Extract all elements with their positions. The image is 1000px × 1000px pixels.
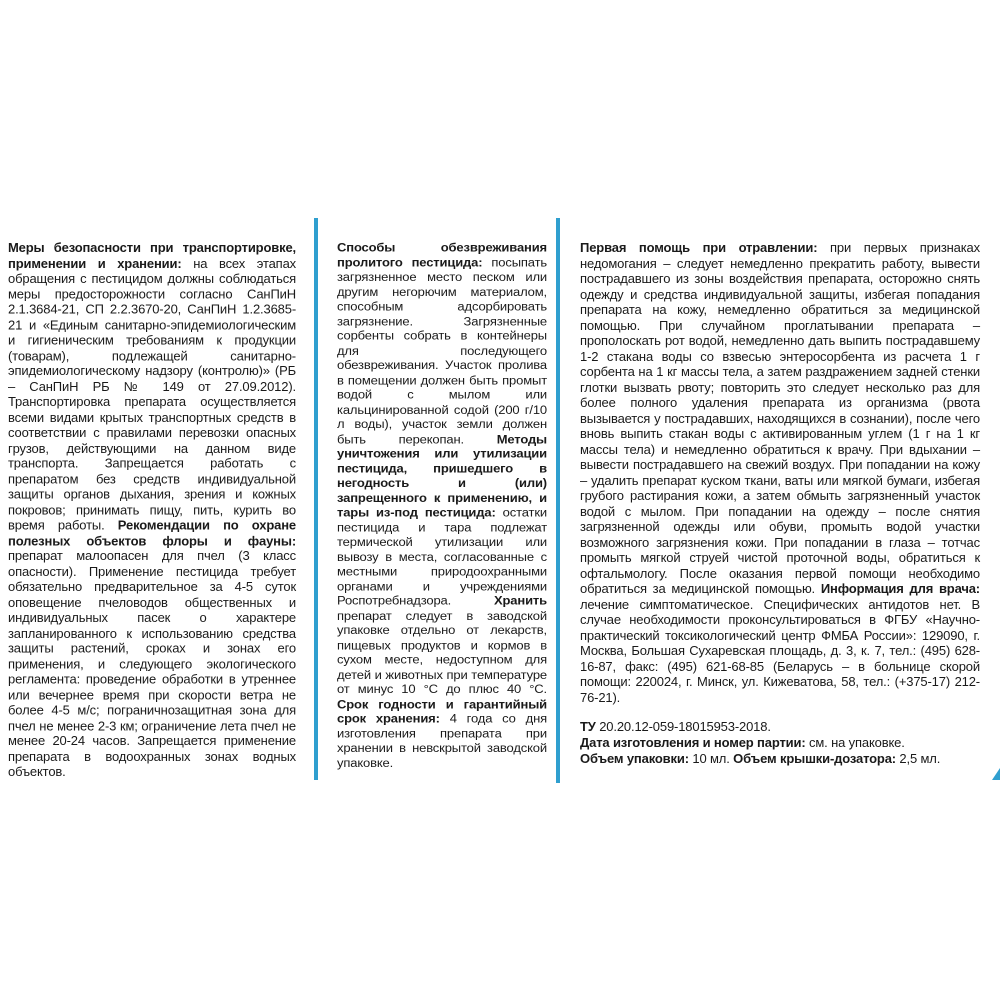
column-first-aid xyxy=(580,240,980,767)
cap-volume-value: 2,5 мл. xyxy=(895,751,941,766)
spec-value: 20.20.12-059-18015953-2018. xyxy=(595,719,771,734)
column-disposal xyxy=(337,240,547,770)
column-safety xyxy=(8,240,296,780)
spill-heading: Способы обезвреживания пролитого пестицида: xyxy=(337,240,547,269)
batch-label: Дата изготовления и номер партии: xyxy=(580,735,806,750)
column-divider-2 xyxy=(556,218,560,783)
product-footer xyxy=(580,719,980,767)
corner-accent xyxy=(992,768,1000,780)
disposal-text: остатки пестицида и тара подлежат термической утилизации или вывозу в места, согласованные с местными природоохранными органами и учреждениями Роспотребнадзора. xyxy=(337,505,547,608)
shelf-life-heading: Срок годности и гарантийный срок хранения: xyxy=(337,696,547,726)
spec-label: ТУ xyxy=(580,719,596,734)
cap-volume-label: Объем крышки-дозатора: xyxy=(733,751,896,766)
shelf-life-text: 4 года со дня изготовления препарата при хранении в невскрытой заводской упаковке. xyxy=(337,711,547,770)
batch-value: см. на упаковке. xyxy=(805,735,905,750)
fauna-heading: Рекомендации по охране полезных объектов флоры и фауны: xyxy=(8,517,297,548)
first-aid-heading: Первая помощь при отравлении: xyxy=(580,240,818,255)
spill-text: посыпать загрязненное место песком или другим негорючим материалом, способным адсорбировать загрязнение. Загрязненные сорбенты собрать в контейнеры для последующего обезвреживания. Участок пролива в помещении должен быть промыт водой с мылом или кальцинированной содой (200 г/10 л воды), участок земли должен быть перекопан. xyxy=(337,254,548,446)
volume-label: Объем упаковки: xyxy=(580,751,689,766)
storage-heading: Хранить xyxy=(494,593,547,608)
volume-value: 10 мл. xyxy=(688,751,734,766)
disposal-heading: Методы уничтожения или утилизации пестицида, пришедшего в негодность и (или) запрещенного к применению, и тары из-под пестицида: xyxy=(337,431,547,520)
fauna-text: препарат малоопасен для пчел (3 класс опасности). Применение пестицида требует обязательно предварительное за 4-5 суток оповещение пчеловодов общественных и индивидуальных пасек о характере запланированного к использованию средства защиты растений, сроках и зонах его применения, и следующего экологического регламента: проведение обработки в утреннее или вечернее время при скорости ветра не более 4-5 м/с; пограничнозащитная зона для пчел не менее 2-3 км; ограничение лета пчел не менее 20-24 часов. Запрещается применение препарата в водоохранных зонах водных объектов. xyxy=(8,548,296,780)
first-aid-paragraph xyxy=(580,240,980,705)
doctor-info-heading: Информация для врача: xyxy=(820,581,980,596)
safety-paragraph xyxy=(8,240,296,780)
safety-heading: Меры безопасности при транспортировке, применении и хранении: xyxy=(8,240,296,271)
safety-text: на всех этапах обращения с пестицидом должны соблюдаться меры предосторожности согласно СанПиН 2.1.3684-21, СП 2.2.3670-20, СанПиН 1.2.3685-21 и «Единым санитарно-эпидемиологическим и гигиеническим требованиям к продукции (товарам), подлежащей санитарно-эпидемиологическому надзору (контролю)» (РБ – СанПиН РБ № 149 от 27.09.2012). Транспортировка препарата осуществляется всеми видами крытых транспортных средств в соответствии с правилами перевозки опасных грузов, действующими на данном виде транспорта. Запрещается работать с препаратом без средств индивидуальной защиты органов дыхания, зрения и кожных покровов; принимать пищу, пить, курить во время работы. xyxy=(8,255,296,533)
storage-text: препарат следует в заводской упаковке отдельно от лекарств, пищевых продуктов и кормов в сухом месте, недоступном для детей и животных при температуре от минус 10 °C до плюс 40 °C. xyxy=(337,608,547,696)
column-divider-1 xyxy=(314,218,318,780)
doctor-info-text: лечение симптоматическое. Специфических антидотов нет. В случае необходимости проконсультироваться в ФГБУ «Научно-практический токсикологический центр ФМБА России»: 129090, г. Москва, Большая Сухаревская площадь, д. 3, к. 7, тел.: (495) 628-16-87, факс: (495) 621-68-85 (Беларусь – в больнице скорой помощи: 220024, г. Минск, ул. Кижеватова, 58, тел.: (+375-17) 212-76-21). xyxy=(580,596,980,705)
disposal-paragraph xyxy=(337,240,547,770)
first-aid-text: при первых признаках недомогания – следует немедленно прекратить работу, вывести пострадавшего из зоны воздействия препарата, осторожно снять одежду и средства индивидуальной защиты, избегая попадания препарата на кожу, немедленно обратиться за медицинской помощью. При случайном проглатывании препарата – прополоскать рот водой, немедленно дать выпить пострадавшему 1-2 стакана воды со взвесью энтеросорбента из расчета 1 г сорбента на 1 кг массы тела, а затем раздражением задней стенки глотки вызвать рвоту; повторить это следует несколько раз для более полного удаления препарата из организма (рвота вызывается у пострадавших, находящихся в сознании), после чего вновь выпить стакан воды с активированным углем (1 г на 1 кг массы тела) и немедленно обратиться к врачу. При вдыхании – вывести пострадавшего на свежий воздух. При попадании на кожу – удалить препарат куском ткани, ваты или мягкой бумаги, избегая грубого растирания кожи, а затем обмыть загрязненный участок водой с мылом. При попадании на одежду – после снятия загрязненной одежды или обуви, промыть водой участки возможного загрязнения кожи. При попадании в глаза – тотчас промыть мягкой струей чистой проточной воды, обратиться к офтальмологу. После оказания первой помощи необходимо обратиться за медицинской помощью. xyxy=(580,240,980,596)
